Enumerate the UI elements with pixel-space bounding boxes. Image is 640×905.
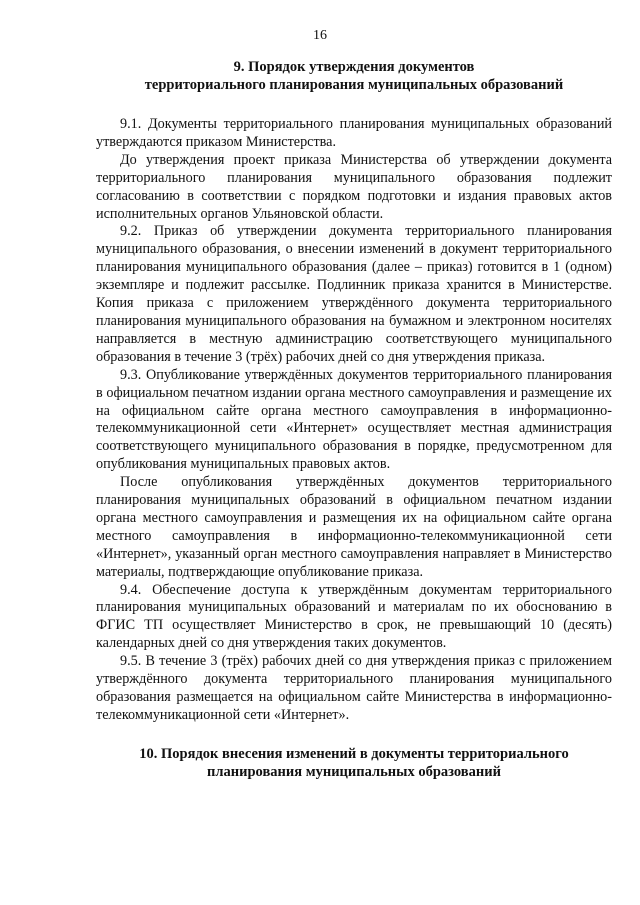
paragraph-9-4: 9.4. Обеспечение доступа к утверждённым документам территориального планирования муниципальных образований и материалам по их обоснованию в ФГИС ТП осуществляет Министерство в срок, не превышающий 10 (десять) календарных дней со дня утверждения таких документов. — [96, 581, 612, 652]
paragraph-9-1: 9.1. Документы территориального планирования муниципальных образований утверждаются приказом Министерства. — [96, 116, 612, 150]
paragraph-9-3: 9.3. Опубликование утверждённых документов территориального планирования в официальном печатном издании органа местного самоуправления и размещение их на официальном сайте органа местного самоуправления в информационно-телекоммуникационной сети «Интернет» осуществляет местная администрация соответствующего муниципального образования в порядке, предусмотренном для опубликования муниципальных правовых актов. — [96, 366, 612, 473]
paragraph-9-5: 9.5. В течение 3 (трёх) рабочих дней со дня утверждения приказ с приложением утверждённого документа территориального планирования муниципального образования размещается на официальном сайте Министерства в информационно-телекоммуникационной сети «Интернет». — [96, 653, 612, 723]
page-number: 16 — [313, 28, 327, 43]
section-9-heading — [96, 58, 612, 94]
document-body — [96, 58, 612, 781]
paragraph-9-2: 9.2. Приказ об утверждении документа территориального планирования муниципального образования, о внесении изменений в документ территориального планирования муниципального образования (далее – приказ) готовится в 1 (одном) экземпляре и подлежит рассылке. Подлинник приказа хранится в Министерстве. Копия приказа с приложением утверждённого документа территориального планирования муниципального образования на бумажном и электронном носителях направляется в местную администрацию соответствующего муниципального образования в течение 3 (трёх) рабочих дней со дня утверждения приказа. — [96, 223, 612, 365]
section-9-title-line-2: территориального планирования муниципальных образований — [144, 77, 564, 93]
section-10-title-line-2: планирования муниципальных образований — [207, 763, 501, 780]
paragraph-9-1-cont: До утверждения проект приказа Министерства об утверждении документа территориального планирования муниципального образования подлежит согласованию в соответствии с порядком подготовки и издания правовых актов исполнительных органов Ульяновской области. — [96, 151, 612, 222]
section-10-title-line-1: 10. Порядок внесения изменений в документы территориального — [139, 745, 569, 762]
section-9-title-line-1: 9. Порядок утверждения документов — [233, 59, 475, 75]
paragraph-9-3-cont: После опубликования утверждённых документов территориального планирования муниципальных образований в официальном печатном издании органа местного самоуправления и размещения их на официальном сайте органа местного самоуправления в информационно-телекоммуникационной сети «Интернет», указанный орган местного самоуправления направляет в Министерство материалы, подтверждающие опубликование приказа. — [96, 474, 612, 580]
section-10-heading — [96, 745, 612, 781]
